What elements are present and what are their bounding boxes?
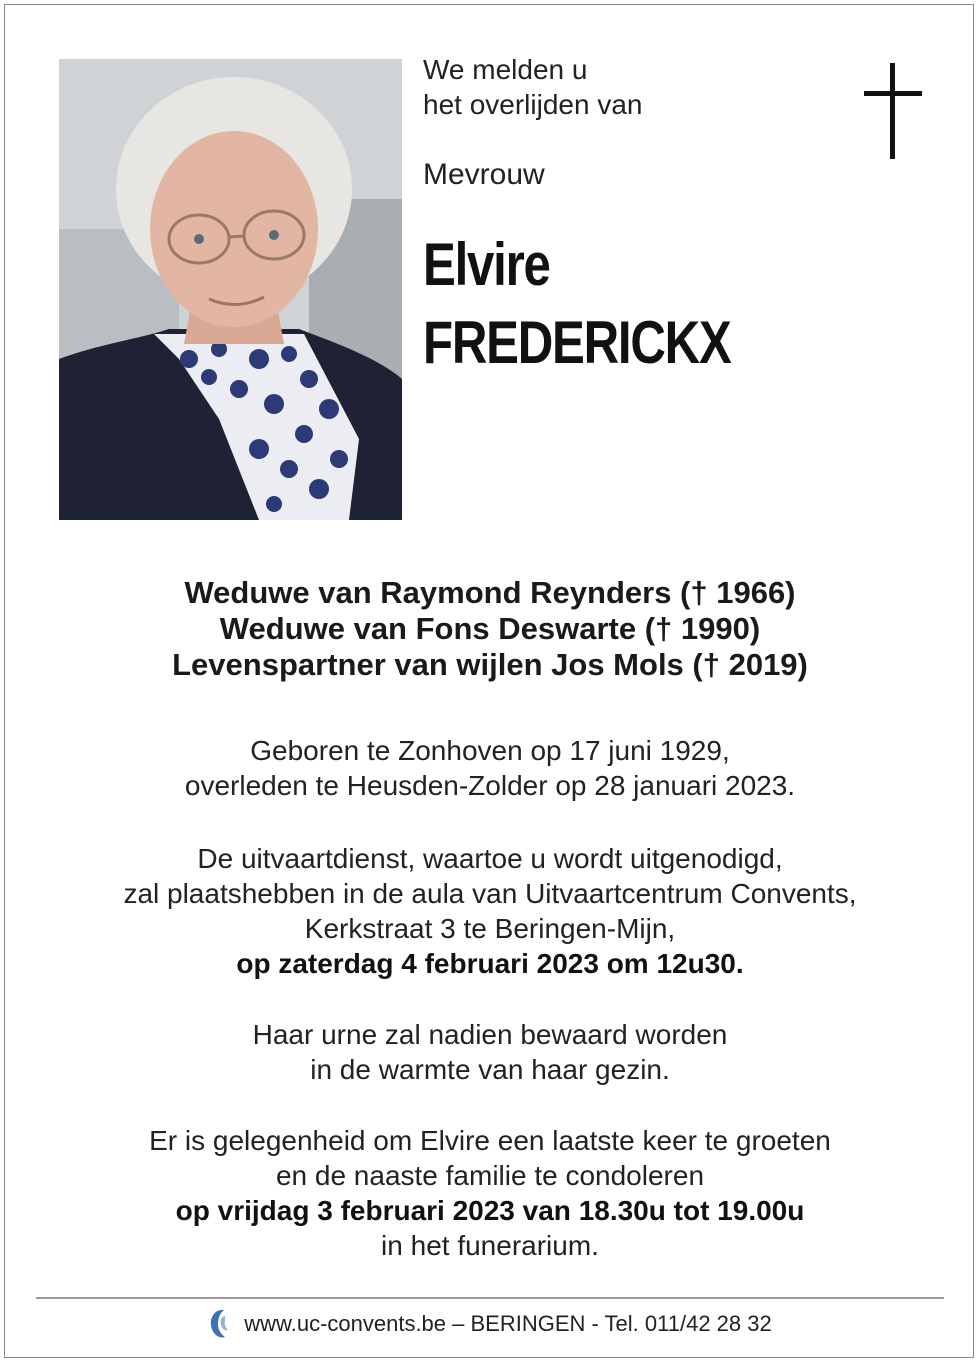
footer-contact[interactable]: www.uc-convents.be – BERINGEN - Tel. 011/42 28 32 bbox=[244, 1311, 772, 1336]
service-block bbox=[40, 841, 940, 981]
urn-block bbox=[40, 1017, 940, 1087]
visit-line: en de naaste familie te condoleren bbox=[275, 1160, 705, 1191]
service-line: zal plaatshebben in de aula van Uitvaartcentrum Convents, bbox=[123, 878, 857, 909]
birth-death-block bbox=[40, 733, 940, 803]
honorific: Mevrouw bbox=[423, 158, 545, 191]
first-name: Elvire bbox=[423, 231, 550, 298]
intro-line: het overlijden van bbox=[423, 89, 643, 120]
deceased-name bbox=[423, 226, 731, 382]
visit-place: in het funerarium. bbox=[381, 1230, 599, 1261]
service-line: De uitvaartdienst, waartoe u wordt uitgenodigd, bbox=[197, 843, 783, 874]
portrait-photo bbox=[59, 59, 402, 520]
partner-line: Weduwe van Fons Deswarte († 1990) bbox=[219, 611, 761, 646]
announcement-intro bbox=[423, 52, 642, 122]
urn-line: Haar urne zal nadien bewaard worden bbox=[252, 1019, 728, 1050]
visit-line: Er is gelegenheid om Elvire een laatste keer te groeten bbox=[149, 1125, 831, 1156]
visitation-block bbox=[40, 1123, 940, 1263]
urn-line: in de warmte van haar gezin. bbox=[310, 1054, 670, 1085]
service-time: op zaterdag 4 februari 2023 om 12u30. bbox=[236, 948, 744, 979]
death-line: overleden te Heusden-Zolder op 28 januari 2023. bbox=[184, 770, 796, 801]
footer bbox=[0, 1307, 980, 1341]
last-name: FREDERICKX bbox=[423, 309, 731, 376]
partners-block bbox=[40, 575, 940, 683]
cross-icon bbox=[864, 63, 922, 159]
partner-line: Weduwe van Raymond Reynders († 1966) bbox=[184, 575, 796, 610]
partner-line: Levenspartner van wijlen Jos Mols († 2019) bbox=[172, 647, 808, 682]
service-line: Kerkstraat 3 te Beringen-Mijn, bbox=[304, 913, 676, 944]
visit-time: op vrijdag 3 februari 2023 van 18.30u tot 19.00u bbox=[175, 1195, 805, 1226]
intro-line: We melden u bbox=[423, 54, 588, 85]
birth-line: Geboren te Zonhoven op 17 juni 1929, bbox=[250, 735, 730, 766]
footer-divider bbox=[36, 1297, 944, 1299]
convents-logo-icon bbox=[208, 1307, 230, 1341]
